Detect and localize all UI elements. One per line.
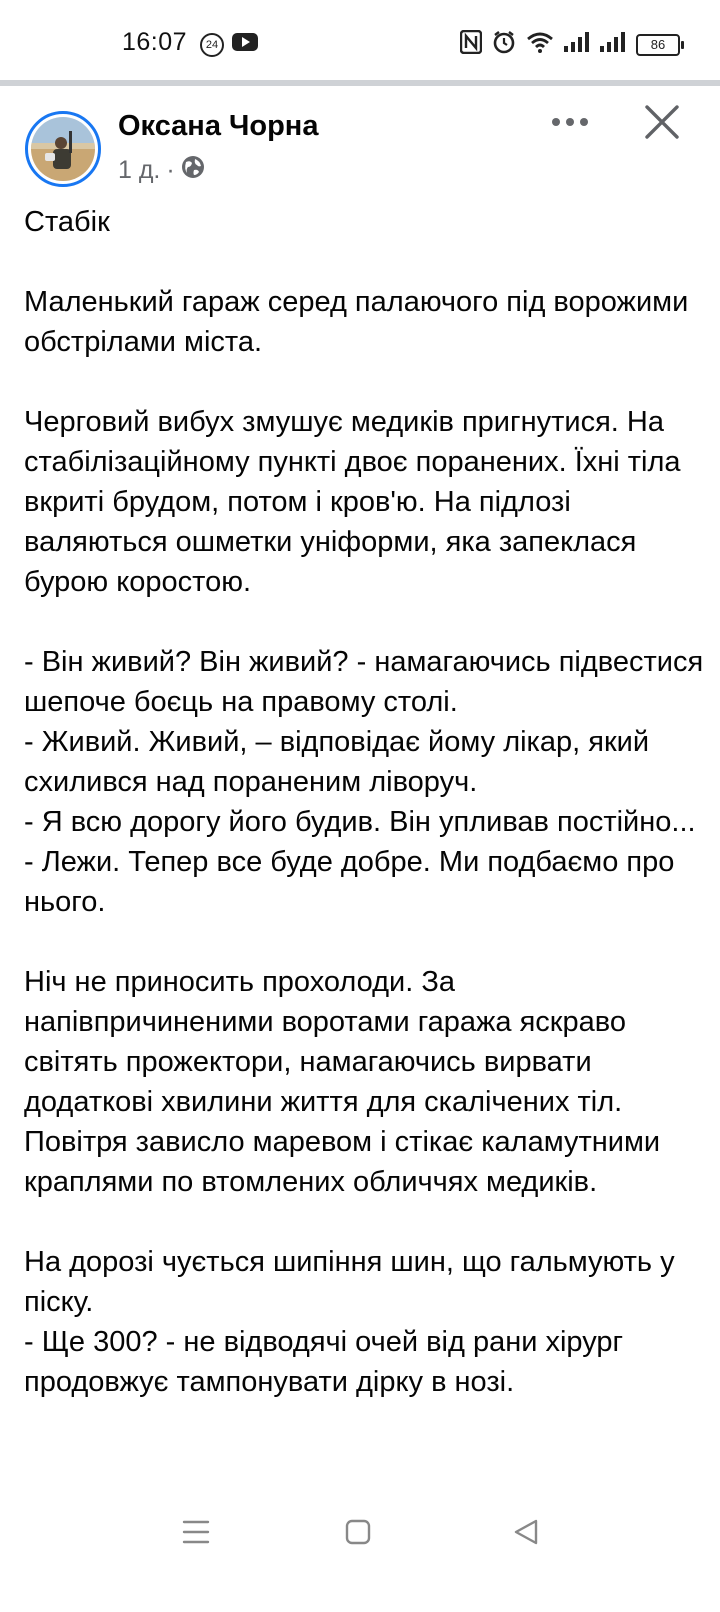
dialog-block xyxy=(24,642,704,922)
dialog-line: - Він живий? Він живий? - намагаючись підвестися шепоче боєць на правому столі. xyxy=(24,646,704,718)
post-paragraph: Ніч не приносить прохолоди. За напівпричиненими воротами гаража яскраво світять прожектори, намагаючись вирвати додаткові хвилини життя для скалічених тіл. Повітря зависло маревом і стікає каламутними краплями по втомлених обличчях медиків. xyxy=(24,966,661,1198)
meta-separator: · xyxy=(166,156,175,184)
post-paragraph: Стабік xyxy=(24,206,110,238)
author-name[interactable]: Оксана Чорна xyxy=(118,110,319,142)
final-line: На дорозі чується шипіння шин, що гальмують у піску. xyxy=(24,1246,675,1318)
status-time: 16:07 xyxy=(122,28,188,56)
status-left-icons xyxy=(200,32,258,57)
post-meta xyxy=(118,155,205,186)
square-icon xyxy=(345,1519,371,1550)
final-line: - Ще 300? - не відводячі очей від рани хірург продовжує тампонувати дірку в нозі. xyxy=(24,1326,624,1398)
recent-apps-button[interactable] xyxy=(176,1514,216,1554)
home-button[interactable] xyxy=(338,1514,378,1554)
back-button[interactable] xyxy=(506,1514,546,1554)
post-body xyxy=(24,202,704,1442)
globe-icon xyxy=(181,155,205,186)
wifi-icon xyxy=(526,31,554,58)
battery-icon xyxy=(636,34,680,56)
notification-badge-icon xyxy=(200,33,224,57)
more-icon xyxy=(551,114,589,132)
menu-icon xyxy=(182,1519,210,1550)
post-paragraph: Маленький гараж серед палаючого під ворожими обстрілами міста. xyxy=(24,286,689,358)
dialog-line: - Лежи. Тепер все буде добре. Ми подбаємо про нього. xyxy=(24,846,675,918)
nfc-icon xyxy=(460,30,482,59)
dialog-line: - Я всю дорогу його будив. Він упливав постійно... xyxy=(24,806,696,838)
author-avatar[interactable] xyxy=(25,111,101,187)
signal-icon-2 xyxy=(600,32,626,57)
dialog-line: - Живий. Живий, – відповідає йому лікар, який схилився над пораненим ліворуч. xyxy=(24,726,650,798)
alarm-icon xyxy=(492,30,516,59)
post-time[interactable]: 1 д. xyxy=(118,156,161,184)
battery-level: 86 xyxy=(650,36,666,52)
close-button[interactable] xyxy=(640,102,684,146)
avatar-photo xyxy=(31,117,95,181)
signal-icon-1 xyxy=(564,32,590,57)
status-divider xyxy=(0,80,720,86)
post-header xyxy=(0,100,720,200)
more-options-button[interactable] xyxy=(548,106,592,140)
system-navigation-bar xyxy=(0,1490,720,1612)
final-block xyxy=(24,1242,704,1402)
back-triangle-icon xyxy=(512,1518,540,1551)
close-icon xyxy=(644,104,680,145)
notification-badge-count: 24 xyxy=(205,38,219,51)
post-paragraph: Черговий вибух змушує медиків пригнутися. На стабілізаційному пункті двоє поранених. Їхні тіла вкриті брудом, потом і кров'ю. На підлозі валяються ошметки уніформи, яка запеклася бурою коростою. xyxy=(24,406,681,598)
status-right-icons xyxy=(460,30,680,59)
status-bar xyxy=(0,0,720,84)
youtube-icon xyxy=(232,32,258,57)
